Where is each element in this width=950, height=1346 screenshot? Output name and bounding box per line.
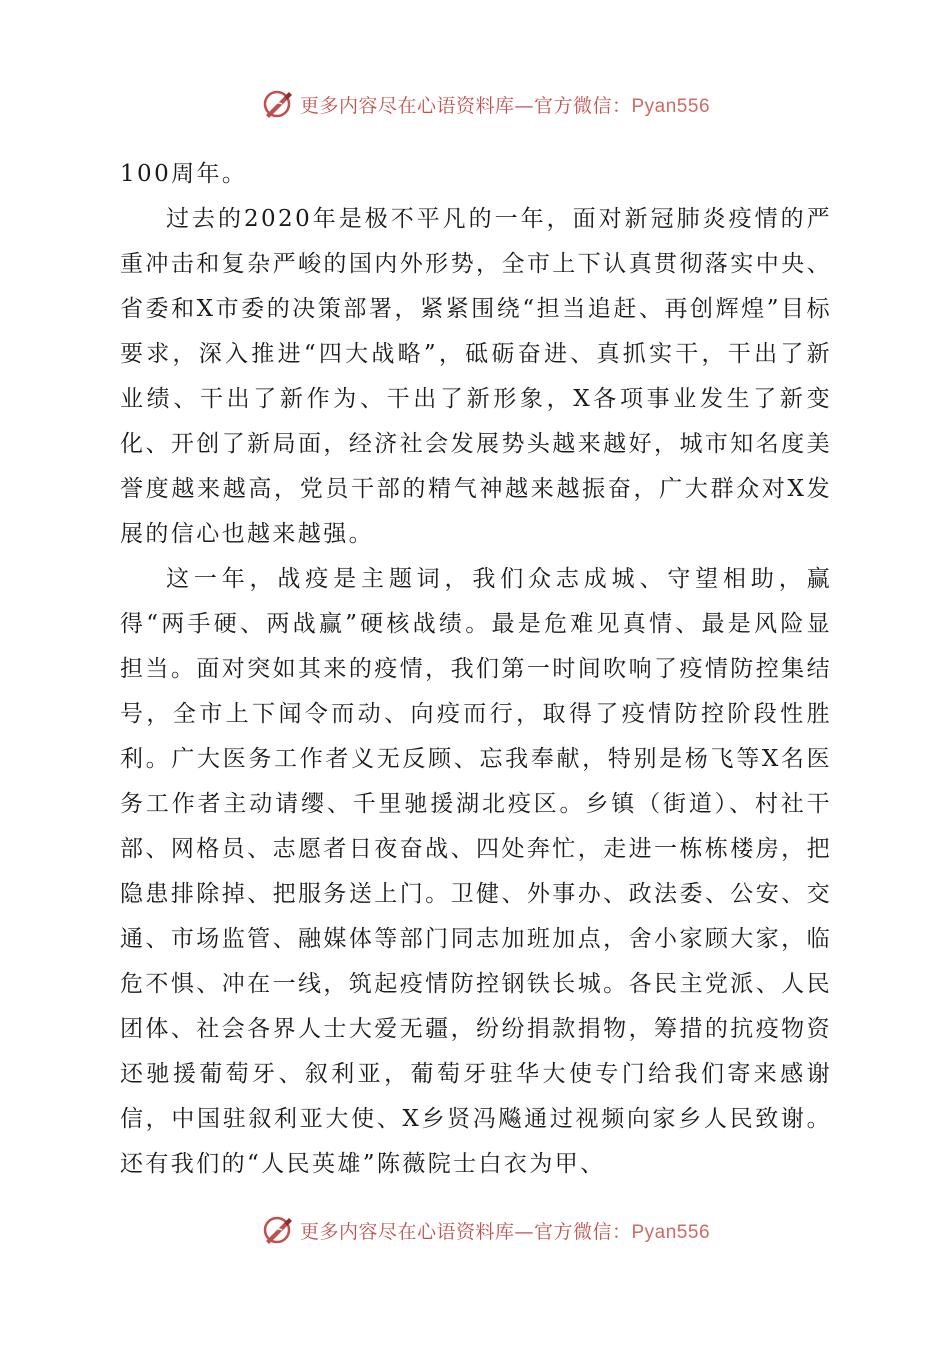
footer-banner-prefix: 更多内容尽在心语资料库—官方微信：: [299, 1220, 632, 1243]
pen-logo-icon: [260, 1213, 294, 1247]
header-banner-text: [300, 91, 710, 118]
header-banner-prefix: 更多内容尽在心语资料库—官方微信：: [299, 94, 632, 117]
paragraph-1: 100周年。: [120, 161, 248, 187]
footer-banner-inner: [260, 1213, 710, 1247]
paragraph-2: 过去的2020年是极不平凡的一年，面对新冠肺炎疫情的严重冲击和复杂严峻的国内外形势，全市上下认真贯彻落实中央、省委和X市委的决策部署，紧紧围绕“担当追赶、再创辉煌”目标要求，深入推进“四大战略”，砥砺奋进、真抓实干，干出了新业绩、干出了新作为、干出了新形象，X各项事业发生了新变化、开创了新局面，经济社会发展势头越来越好，城市知名度美誉度越来越高，党员干部的精气神越来越振奋，广大群众对X发展的信心也越来越强。: [120, 206, 832, 547]
header-banner-account: Pyan556: [631, 95, 711, 117]
footer-banner-text: [300, 1217, 710, 1244]
paragraph-3: 这一年，战疫是主题词，我们众志成城、守望相助，赢得“两手硬、两战赢”硬核战绩。最是危难见真情、最是风险显担当。面对突如其来的疫情，我们第一时间吹响了疫情防控集结号，全市上下闻令而动、向疫而行，取得了疫情防控阶段性胜利。广大医务工作者义无反顾、忘我奉献，特别是杨飞等X名医务工作者主动请缨、千里驰援湖北疫区。乡镇（街道）、村社干部、网格员、志愿者日夜奋战、四处奔忙，走进一栋栋楼房，把隐患排除掉、把服务送上门。卫健、外事办、政法委、公安、交通、市场监管、融媒体等部门同志加班加点，舍小家顾大家，临危不惧、冲在一线，筑起疫情防控钢铁长城。各民主党派、人民团体、社会各界人士大爱无疆，纷纷捐款捐物，筹措的抗疫物资还驰援葡萄牙、叙利亚，葡萄牙驻华大使专门给我们寄来感谢信，中国驻叙利亚大使、X乡贤冯飚通过视频向家乡人民致谢。还有我们的“人民英雄”陈薇院士白衣为甲、: [120, 566, 832, 1177]
footer-banner: [0, 1210, 950, 1250]
document-body: [120, 152, 832, 1187]
footer-banner-account: Pyan556: [631, 1221, 711, 1243]
header-banner-inner: [260, 87, 710, 121]
header-banner: [0, 84, 950, 124]
pen-logo-icon: [260, 87, 294, 121]
